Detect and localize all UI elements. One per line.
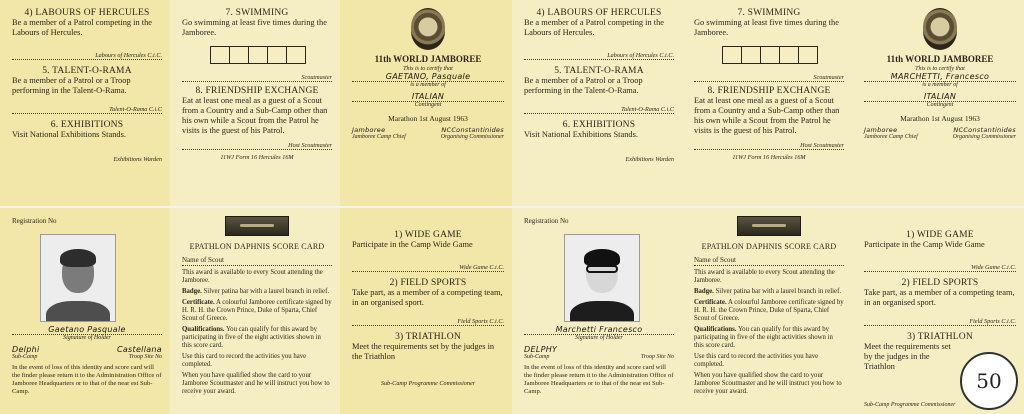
- swimming-checkboxes: [210, 46, 332, 64]
- field-sports-body: Take part, as a member of a competing team, in an organised sport.: [352, 288, 503, 307]
- signature-row: [864, 126, 1016, 134]
- issue-date: Marathon 1st August 1963: [388, 114, 468, 123]
- holder-photo: [40, 234, 116, 322]
- subcamp-label: Sub-Camp: [524, 354, 550, 360]
- wide-game-title: 1) WIDE GAME: [906, 230, 974, 240]
- troop-label: Troop Site No: [128, 354, 162, 360]
- field-sports-sign: Field Sports C.i.C.: [457, 318, 504, 325]
- holder-signature-label: Signature of Holder: [575, 335, 623, 341]
- certificate-text: A colourful Jamboree certificate signed by H. R. H. the Crown Prince, Duke of Sparta, Chief Scout of Greece.: [182, 299, 332, 322]
- triathlon-title: 3) TRIATHLON: [395, 332, 461, 342]
- certificate-label: Certificate.: [694, 299, 727, 306]
- use-text: Use this card to record the activities you have completed.: [182, 353, 307, 368]
- panel-swimming-friendship: [682, 0, 852, 206]
- divider: [352, 325, 504, 326]
- talent-sign: Talent-O-Rama C.i.C: [621, 106, 674, 113]
- panel-identity: [0, 208, 170, 414]
- document-right: [512, 0, 1024, 414]
- panel-labours-talent-exhibitions: [512, 0, 682, 206]
- swimming-sign: Scoutmaster: [813, 74, 844, 81]
- contingent-value: ITALIAN: [411, 92, 445, 101]
- divider: [12, 113, 162, 114]
- labours-sign: Labours of Hercules C.i.C.: [95, 52, 162, 59]
- loss-notice: In the event of loss of this identity and score card will the finder please return it to the Administration Office of Jamboree Headquarters or to that of the near est Sub-Camp.: [12, 364, 162, 395]
- talent-body: Be a member of a Patrol or a Troop performing in the Talent-O-Rama.: [524, 76, 643, 95]
- panel-activities: [852, 208, 1024, 414]
- score-card-title: EPATHLON DAPHNIS SCORE CARD: [701, 242, 837, 251]
- signature-captions: [864, 134, 1016, 140]
- exhibitions-body: Visit National Exhibitions Stands.: [12, 130, 126, 139]
- swimming-checkboxes: [722, 46, 844, 64]
- subcamp-labels: [12, 354, 162, 360]
- registration-label: Registration No: [524, 217, 569, 225]
- divider: [182, 265, 332, 266]
- divider: [864, 325, 1016, 326]
- exhibitions-title: 6. EXHIBITIONS: [50, 120, 124, 130]
- signature-row: [352, 126, 504, 134]
- card-front-1: [0, 0, 512, 206]
- jamboree-title: 11th WORLD JAMBOREE: [374, 54, 482, 64]
- panel-activities: [340, 208, 512, 414]
- friendship-body: Eat at least one meal as a guest of a Scout from a Country and a Sub-Camp other than his own while a Scout from the Patrol he visits is the guest of his Patrol.: [694, 96, 840, 135]
- award-text: This award is available to every Scout attending the Jamboree.: [694, 269, 835, 284]
- divider: [864, 271, 1016, 272]
- scout-name-label: Name of Scout: [182, 256, 224, 264]
- when-text: When you have qualified show the card to your Jamboree Scoutmaster and he will instruct you how to receive your award.: [694, 372, 842, 395]
- member-label: is a member of: [410, 82, 446, 88]
- friendship-body: Eat at least one meal as a guest of a Scout from a Country and a Sub-Camp other than his own while a Scout from the Patrol he visits is the guest of his Patrol.: [182, 96, 328, 135]
- subcamp-labels: [524, 354, 674, 360]
- award-text: This award is available to every Scout attending the Jamboree.: [182, 269, 323, 284]
- divider: [694, 81, 844, 82]
- commissioner-signature: NCConstantinides: [953, 126, 1016, 134]
- field-sports-title: 2) FIELD SPORTS: [389, 278, 467, 288]
- badge-label: Badge.: [182, 288, 202, 295]
- exhibitions-sign: Exhibitions Warden: [625, 156, 674, 163]
- swimming-title: 7. SWIMMING: [737, 8, 801, 18]
- certificate-text-block: [694, 299, 844, 323]
- card-back-2: [512, 208, 1024, 414]
- certify-label: This is to certify that: [403, 66, 453, 72]
- contingent-label: Contingent: [414, 102, 442, 108]
- badge-label: Badge.: [694, 288, 714, 295]
- chief-caption: Jamboree Camp Chief: [864, 134, 918, 140]
- divider: [352, 271, 504, 272]
- panel-labours-talent-exhibitions: [0, 0, 170, 206]
- card-front-2: [512, 0, 1024, 206]
- field-sports-body: Take part, as a member of a competing team, in an organised sport.: [864, 288, 1015, 307]
- panel-jamboree-cert: [852, 0, 1024, 206]
- member-label: is a member of: [922, 82, 958, 88]
- panel-score-card: [682, 208, 852, 414]
- commissioner-caption: Organising Commissioner: [440, 134, 504, 140]
- badge-text: Silver patina bar with a laurel branch in relief.: [715, 288, 842, 295]
- holder-signature-value: Gaetano Pasquale: [48, 325, 126, 334]
- card-back-1: [0, 208, 512, 414]
- subcamp-value: Delphi: [12, 345, 40, 354]
- stamp-number: 50: [976, 369, 1002, 393]
- holder-photo: [564, 234, 640, 322]
- wide-game-body: Participate in the Camp Wide Game: [864, 240, 985, 249]
- labours-sign: Labours of Hercules C.i.C.: [607, 52, 674, 59]
- chief-caption: Jamboree Camp Chief: [352, 134, 406, 140]
- registration-label: Registration No: [12, 217, 57, 225]
- contingent-label: Contingent: [926, 102, 954, 108]
- badge-text: Silver patina bar with a laurel branch in relief.: [203, 288, 330, 295]
- troop-value: Castellana: [116, 345, 162, 354]
- scout-name-label: Name of Scout: [694, 256, 736, 264]
- divider: [694, 265, 844, 266]
- talent-title: 5. TALENT-O-RAMA: [554, 66, 644, 76]
- wide-game-title: 1) WIDE GAME: [394, 230, 462, 240]
- qualifications-label: Qualifications.: [694, 326, 737, 333]
- panel-swimming-friendship: [170, 0, 340, 206]
- subcamp-label: Sub-Camp: [12, 354, 38, 360]
- panel-identity: [512, 208, 682, 414]
- badge-text-block: [182, 288, 332, 296]
- divider: [524, 59, 674, 60]
- talent-sign: Talent-O-Rama C.i.C: [109, 106, 162, 113]
- field-sports-sign: Field Sports C.i.C.: [969, 318, 1016, 325]
- laurel-badge-icon: [737, 216, 801, 236]
- wide-game-sign: Wide Game C.i.C.: [971, 264, 1016, 271]
- triathlon-sign: Sub-Camp Programme Commissioner: [380, 380, 476, 387]
- field-sports-title: 2) FIELD SPORTS: [901, 278, 979, 288]
- subcamp-values: [12, 345, 162, 354]
- friendship-title: 8. FRIENDSHIP EXCHANGE: [195, 86, 319, 96]
- certificate-text-block: [182, 299, 332, 323]
- jamboree-title: 11th WORLD JAMBOREE: [886, 54, 994, 64]
- use-text: Use this card to record the activities you have completed.: [694, 353, 819, 368]
- qualifications-label: Qualifications.: [182, 326, 225, 333]
- triathlon-body: Meet the requirements set by the judges in the Triathlon: [352, 342, 495, 361]
- panel-score-card: [170, 208, 340, 414]
- when-text: When you have qualified show the card to your Jamboree Scoutmaster and he will instruct you how to receive your award.: [182, 372, 330, 395]
- qualifications-text-block: [694, 326, 844, 350]
- chief-signature: Jamboree: [352, 126, 386, 134]
- wide-game-body: Participate in the Camp Wide Game: [352, 240, 473, 249]
- wide-game-sign: Wide Game C.i.C.: [459, 264, 504, 271]
- contingent-value: ITALIAN: [923, 92, 957, 101]
- chief-signature: Jamboree: [864, 126, 898, 134]
- scout-name: GAETANO, Pasquale: [385, 72, 471, 81]
- friendship-sign: Host Scoutmaster: [800, 142, 844, 149]
- exhibitions-title: 6. EXHIBITIONS: [562, 120, 636, 130]
- signature-captions: [352, 134, 504, 140]
- friendship-sign: Host Scoutmaster: [288, 142, 332, 149]
- divider: [182, 149, 332, 150]
- divider: [524, 113, 674, 114]
- triathlon-title: 3) TRIATHLON: [907, 332, 973, 342]
- issue-date: Marathon 1st August 1963: [900, 114, 980, 123]
- scout-emblem-icon: [923, 8, 957, 50]
- qualifications-text-block: [182, 326, 332, 350]
- scout-emblem-icon: [411, 8, 445, 50]
- scout-name: MARCHETTI, Francesco: [890, 72, 990, 81]
- qualifications-text: You can qualify for this award by participating in five of the eight activities shown in this score card.: [694, 326, 833, 349]
- labours-body: Be a member of a Patrol competing in the Labours of Hercules.: [12, 18, 153, 37]
- exhibitions-sign: Exhibitions Warden: [113, 156, 162, 163]
- certify-label: This is to certify that: [915, 66, 965, 72]
- score-card-title: EPATHLON DAPHNIS SCORE CARD: [189, 242, 325, 251]
- panel-jamboree-cert: [340, 0, 512, 206]
- holder-signature-label: Signature of Holder: [63, 335, 111, 341]
- certificate-text: A colourful Jamboree certificate signed by H. R. H. the Crown Prince, Duke of Sparta, Chief Scout of Greece.: [694, 299, 844, 322]
- talent-body: Be a member of a Patrol or a Troop performing in the Talent-O-Rama.: [12, 76, 131, 95]
- triathlon-body: Meet the requirements set by the judges in the Triathlon: [864, 342, 951, 371]
- labours-title: 4) LABOURS OF HERCULES: [24, 8, 150, 18]
- form-number: 11WJ Form 16 Hercules 16M: [220, 154, 294, 161]
- anniversary-stamp: [960, 352, 1018, 410]
- divider: [12, 59, 162, 60]
- qualifications-text: You can qualify for this award by participating in five of the eight activities shown in this score card.: [182, 326, 321, 349]
- swimming-body: Go swimming at least five times during the Jamboree.: [694, 18, 839, 37]
- certificate-label: Certificate.: [182, 299, 215, 306]
- labours-title: 4) LABOURS OF HERCULES: [536, 8, 662, 18]
- swimming-body: Go swimming at least five times during the Jamboree.: [182, 18, 327, 37]
- holder-signature-value: Marchetti Francesco: [555, 325, 643, 334]
- loss-notice: In the event of loss of this identity and score card will the finder please return it to the Administration Office of Jamboree Headquarters or to that of the near est Sub-Camp.: [524, 364, 674, 395]
- troop-label: Troop Site No: [640, 354, 674, 360]
- exhibitions-body: Visit National Exhibitions Stands.: [524, 130, 638, 139]
- divider: [182, 81, 332, 82]
- subcamp-values: [524, 345, 674, 354]
- commissioner-signature: NCConstantinides: [441, 126, 504, 134]
- swimming-sign: Scoutmaster: [301, 74, 332, 81]
- commissioner-caption: Organising Commissioner: [952, 134, 1016, 140]
- divider: [694, 149, 844, 150]
- triathlon-sign: Sub-Camp Programme Commissioner: [864, 402, 956, 408]
- subcamp-value: DELPHY: [524, 345, 558, 354]
- form-number: 11WJ Form 16 Hercules 16M: [732, 154, 806, 161]
- friendship-title: 8. FRIENDSHIP EXCHANGE: [707, 86, 831, 96]
- labours-body: Be a member of a Patrol competing in the Labours of Hercules.: [524, 18, 665, 37]
- talent-title: 5. TALENT-O-RAMA: [42, 66, 132, 76]
- swimming-title: 7. SWIMMING: [225, 8, 289, 18]
- badge-text-block: [694, 288, 844, 296]
- laurel-badge-icon: [225, 216, 289, 236]
